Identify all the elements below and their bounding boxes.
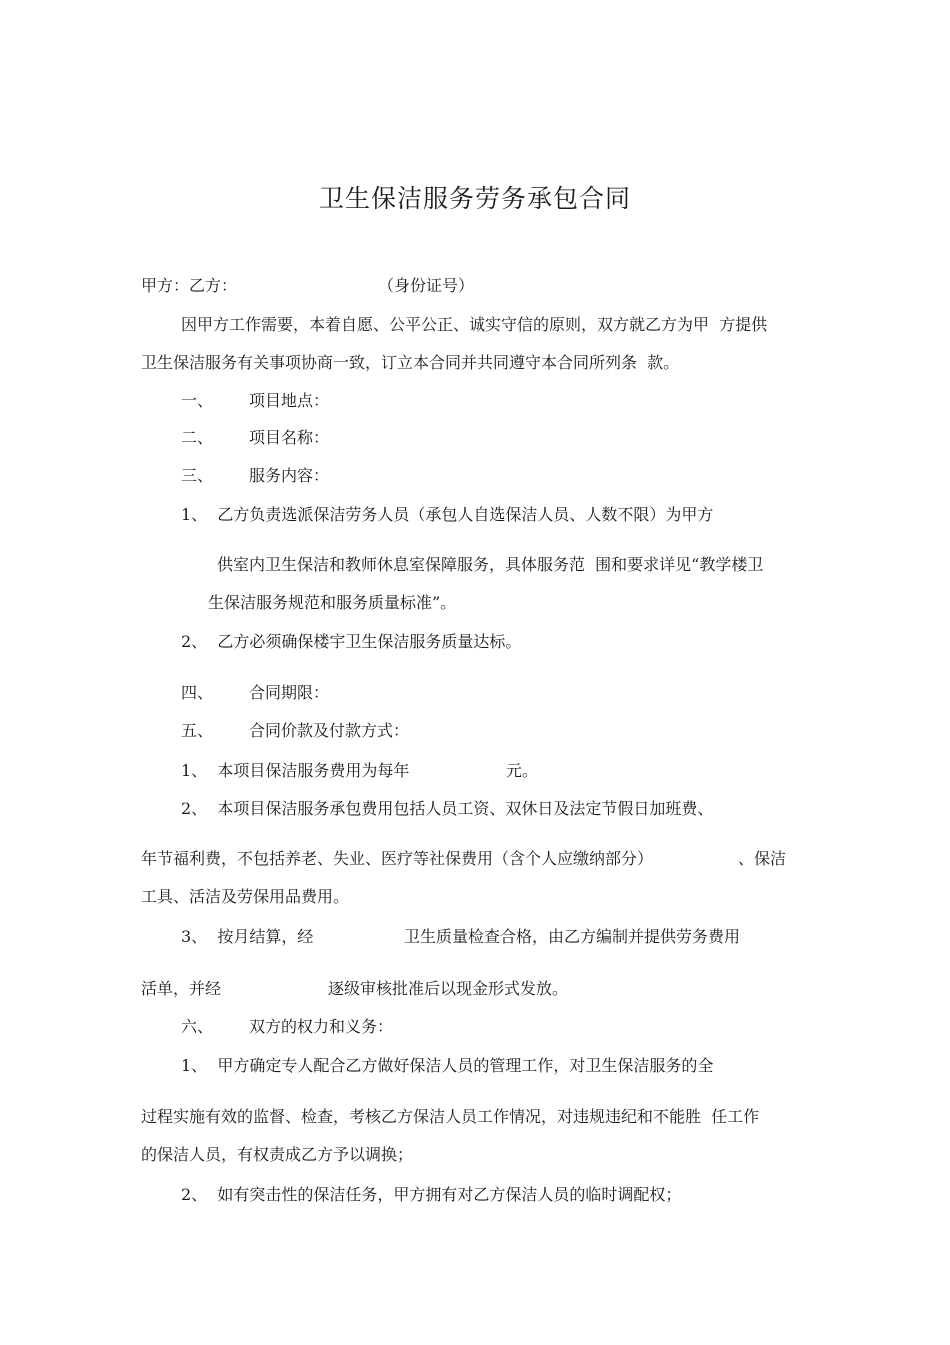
clause-line: 的保洁人员，有权责成乙方予以调换； [141,1145,414,1164]
section-heading: 双方的权力和义务： [249,1017,394,1036]
clause-line: 、保洁 [738,849,787,868]
section-number: 六、 [181,1017,214,1036]
section-number: 四、 [181,683,214,702]
section-number: 二、 [181,428,214,447]
section-heading: 项目名称： [249,428,330,447]
clause-line: 元。 [506,761,539,780]
clause-line: 过程实施有效的监督、检查，考核乙方保洁人员工作情况，对违规违纪和不能胜 任工作 [141,1107,760,1126]
clause-line: 2、 如有突击性的保洁任务，甲方拥有对乙方保洁人员的临时调配权； [181,1185,682,1204]
section-heading: 合同期限： [249,683,330,702]
clause-line: 供室内卫生保洁和教师休息室保障服务，具体服务范 围和要求详见“教学楼卫 [217,555,764,574]
clause-line: 3、 按月结算，经 [181,927,314,946]
clause-line: 2、 乙方必须确保楼宇卫生保洁服务质量达标。 [181,632,522,651]
section-heading: 服务内容： [249,466,330,485]
section-number: 一、 [181,391,214,410]
clause-line: 卫生质量检查合格，由乙方编制并提供劳务费用 [404,927,741,946]
clause-line: 活单，并经 [141,979,222,998]
paragraph-line: 卫生保洁服务有关事项协商一致，订立本合同并共同遵守本合同所列条 款。 [141,353,680,372]
clause-line: 生保洁服务规范和服务质量标准”。 [208,593,457,612]
paragraph-line: 因甲方工作需要，本着自愿、公平公正、诚实守信的原则，双方就乙方为甲 方提供 [181,315,768,334]
id-number-label: （身份证号） [378,276,475,295]
section-number: 五、 [181,721,214,740]
section-heading: 项目地点： [249,391,330,410]
party-line: 甲方：乙方： [141,276,238,295]
clause-line: 年节福利费，不包括养老、失业、医疗等社保费用（含个人应缴纳部分） [141,849,654,868]
clause-line: 工具、活洁及劳保用品费用。 [141,887,350,906]
section-heading: 合同价款及付款方式： [249,721,410,740]
section-number: 三、 [181,466,214,485]
document-title: 卫生保洁服务劳务承包合同 [318,184,631,213]
clause-line: 逐级审核批准后以现金形式发放。 [328,979,569,998]
clause-line: 1、 甲方确定专人配合乙方做好保洁人员的管理工作，对卫生保洁服务的全 [181,1056,714,1075]
clause-line: 1、 本项目保洁服务费用为每年 [181,761,410,780]
clause-line: 1、 乙方负责选派保洁劳务人员（承包人自选保洁人员、人数不限）为甲方 [181,505,714,524]
clause-line: 2、 本项目保洁服务承包费用包括人员工资、双休日及法定节假日加班费、 [181,799,714,818]
